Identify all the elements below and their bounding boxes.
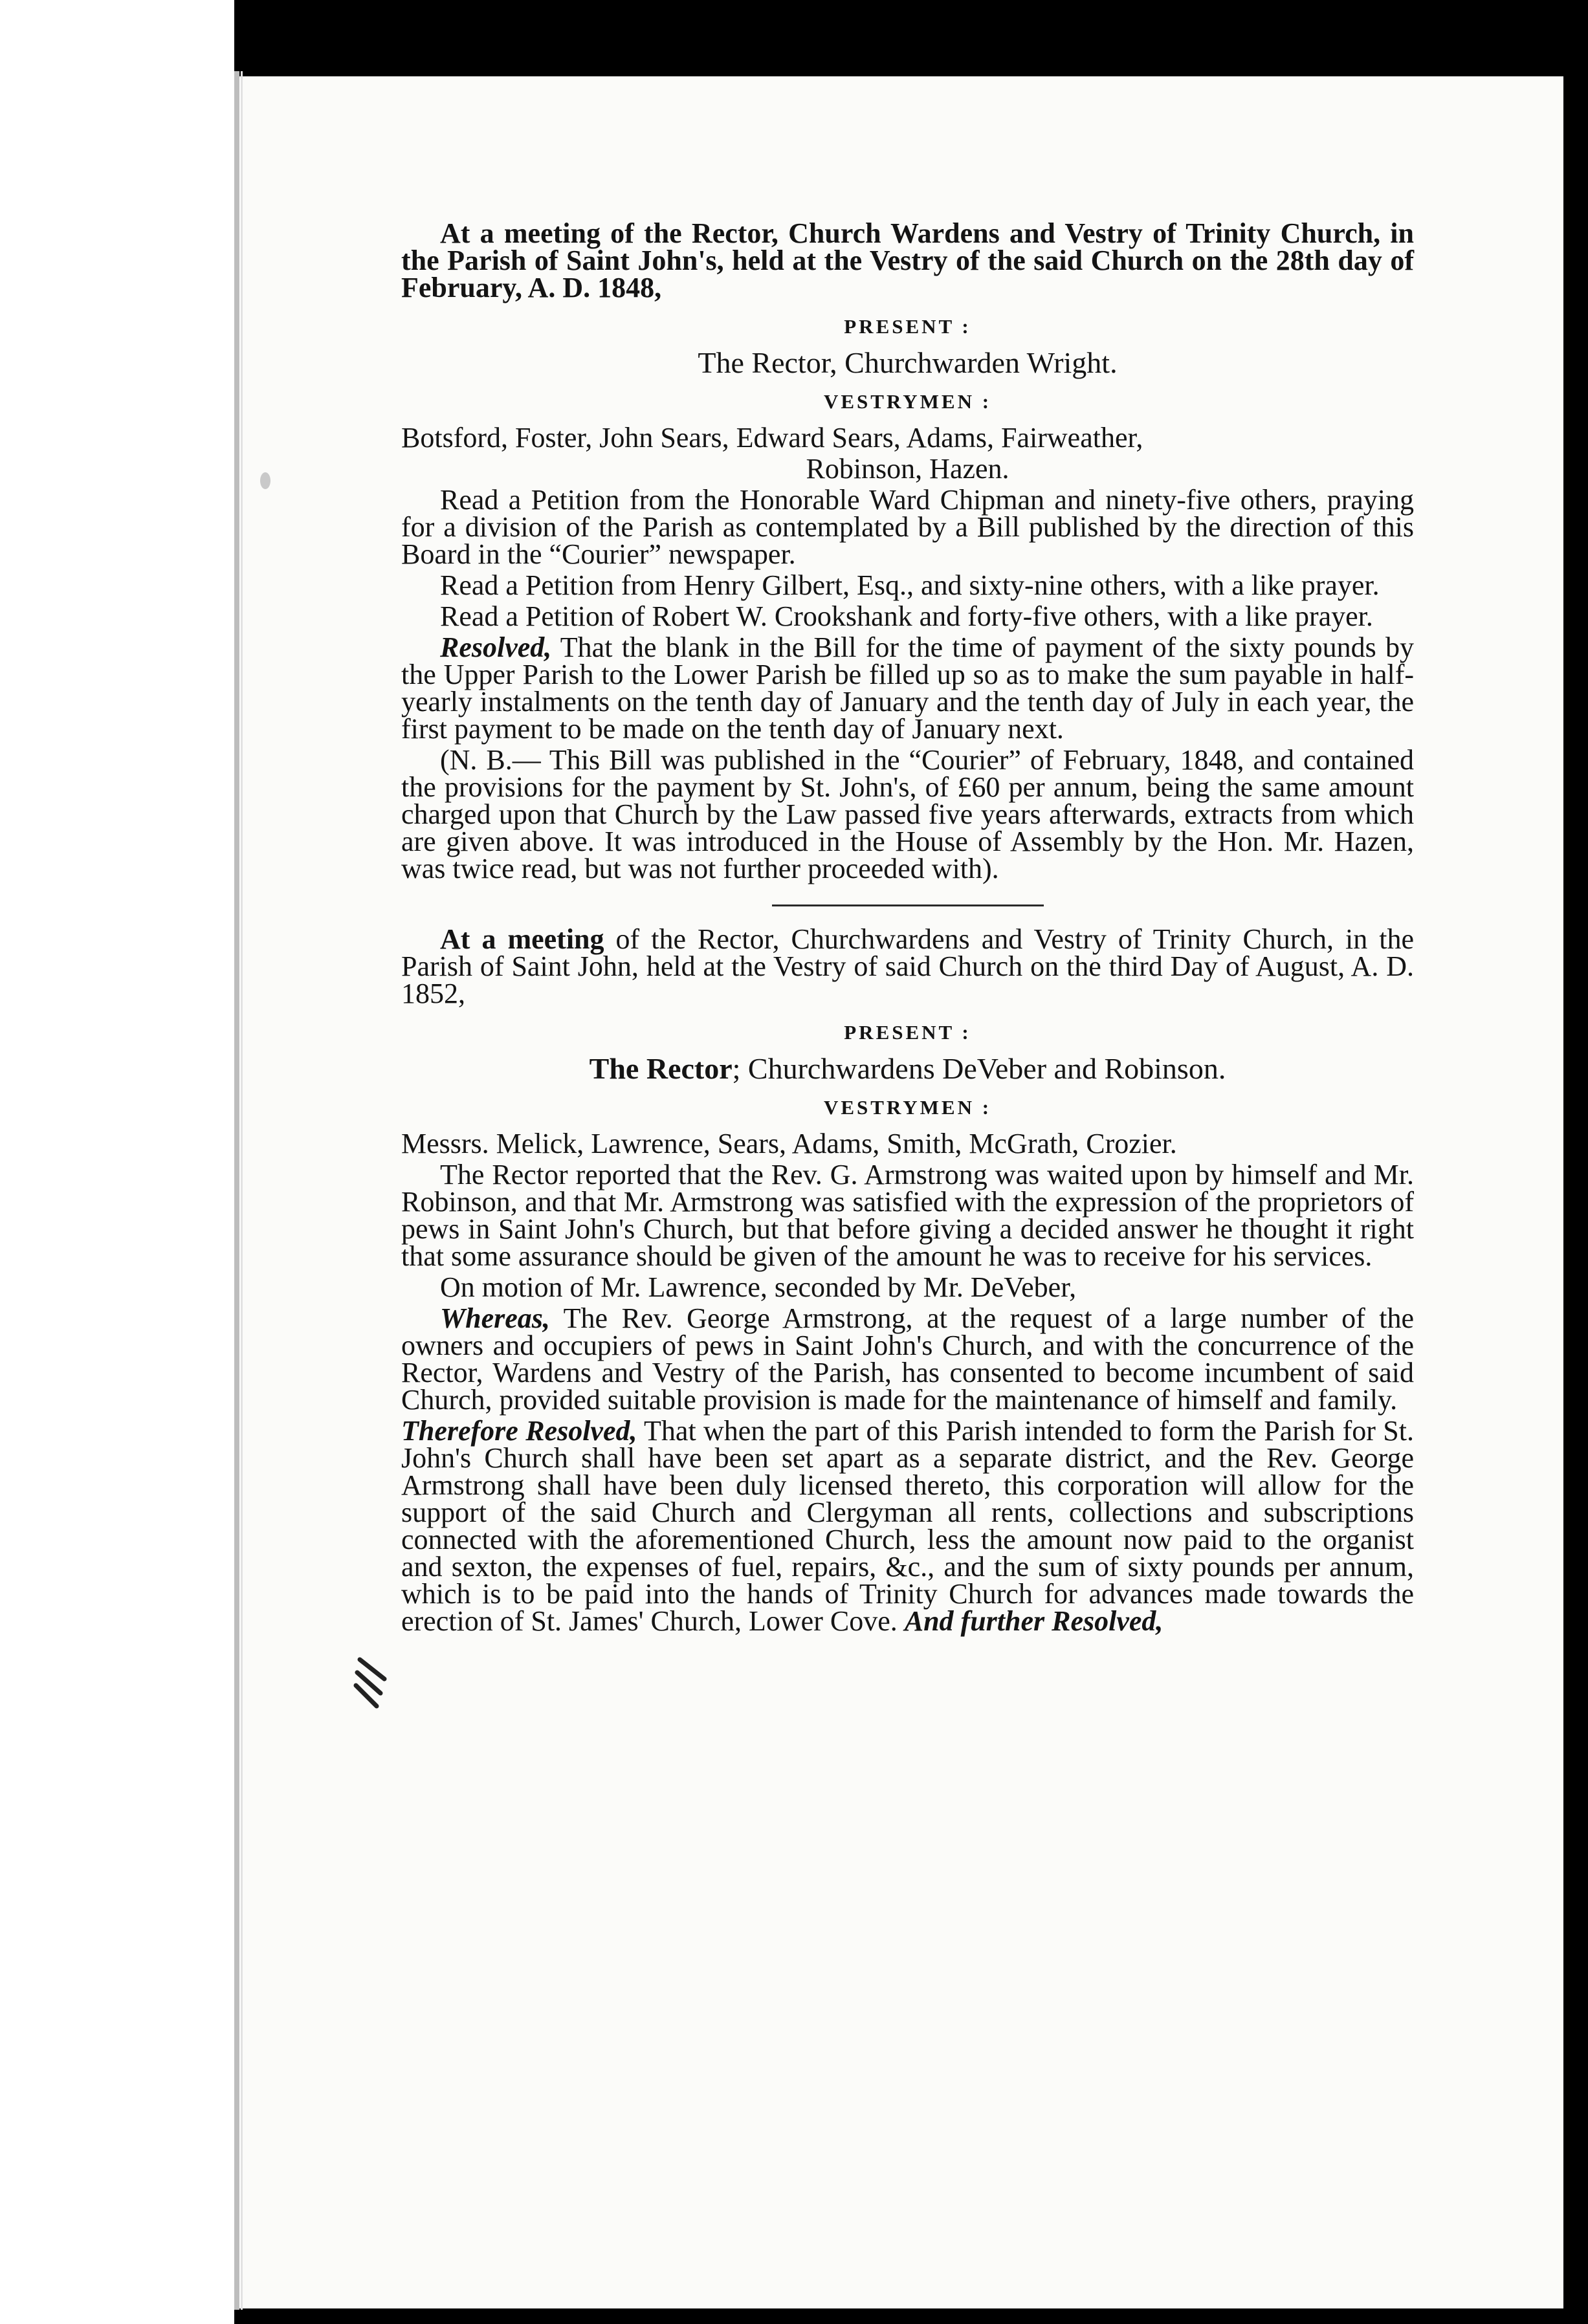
therefore-resolution [401,1415,1414,1637]
present-members-1852 [401,1052,1414,1085]
present-label-1852: PRESENT : [844,1021,971,1044]
meeting-1848-heading: At a meeting of the Rector, Church Wardens and Vestry of Trinity Church, in the Parish of Saint John's, held at the Vestry of the said Church on the 28th day of February, A. D. 1848, [401,217,1414,303]
section-divider [772,904,1044,906]
present-members-1848: The Rector, Churchwarden Wright. [698,346,1118,379]
further-resolved-label: And further Resolved, [904,1605,1163,1637]
meeting-1852-heading [401,923,1414,1009]
present-rector-1852: The Rector [589,1052,733,1085]
whereas-text: The Rev. George Armstrong, at the request of a large number of the owners and occupiers of pews in Saint John's Church, and with the concurrence of the Rector, Wardens and Vestry of the Parish, has consented to become incumbent of said Church, provided suitable provision is made for the maintenance of himself and family. [401,1302,1414,1416]
editorial-note: (N. B.— This Bill was published in the “Courier” of February, 1848, and contained the provisions for the payment by St. John's, of £60 per annum, being the same amount charged upon that Church by the Law passed five years afterwards, extracts from which are given above. It was introduced in the House of Assembly by the Hon. Mr. Hazen, was twice read, but was not further proceeded with). [401,744,1414,884]
therefore-resolution-text: That when the part of this Parish intended to form the Parish for St. John's Church shall have been set apart as a separate district, and the Rev. George Armstrong shall have been duly licensed thereto, this corporation will allow for the support of the said Church and Clergyman all rents, collections and subscriptions connected with the aforementioned Church, less the amount now paid to the organist and sexton, the expenses of fuel, repairs, &c., and the sum of sixty pounds per annum, which is to be paid into the hands of Trinity Church for advances made towards the erection of St. James' Church, Lower Cove. [401,1415,1414,1637]
paper-speck [260,472,270,489]
resolved-label: Resolved, [440,631,552,663]
page-gutter-shadow [241,71,243,2310]
vestrymen-label-1852: VESTRYMEN : [823,1096,992,1119]
present-wardens-1852: ; Churchwardens DeVeber and Robinson. [732,1052,1226,1085]
petition-gilbert: Read a Petition from Henry Gilbert, Esq., and sixty-nine others, with a like prayer. [440,569,1380,601]
vestrymen-list-1848: Botsford, Foster, John Sears, Edward Sears, Adams, Fairweather, [401,422,1143,454]
rector-report: The Rector reported that the Rev. G. Armstrong was waited upon by himself and Mr. Robinson, and that Mr. Armstrong was satisfied with the expression of the proprietors of pews in Saint John's Church, but that before giving a decided answer he thought it right that some assurance should be given of the amount he was to receive for his services. [401,1159,1414,1272]
document-body [401,217,1414,1639]
whereas-label: Whereas, [440,1302,550,1334]
vestrymen-list-1848-cont: Robinson, Hazen. [806,453,1009,485]
vestrymen-label-1848: VESTRYMEN : [823,390,992,413]
scan-border-right [1563,0,1588,2324]
margin-pencil-mark-icon [347,1653,405,1711]
therefore-resolved-label: Therefore Resolved, [401,1415,637,1447]
meeting-1852-heading-lead: At a meeting [440,923,604,955]
petition-crookshank: Read a Petition of Robert W. Crookshank and forty-five others, with a like prayer. [440,600,1373,632]
meeting-1852-heading-rest: of the Rector, Churchwardens and Vestry of Trinity Church, in the Parish of Saint John, held at the Vestry of said Church on the third Day of August, A. D. 1852, [401,923,1414,1009]
resolution-payment-text: That the blank in the Bill for the time of payment of the sixty pounds by the Upper Parish to the Lower Parish be filled up so as to make the sum payable in half-yearly instalments on the tenth day of January and the tenth day of July in each year, the first payment to be made on the tenth day of January next. [401,631,1414,745]
petition-chipman: Read a Petition from the Honorable Ward Chipman and ninety-five others, praying for a division of the Parish as contemplated by a Bill published by the direction of this Board in the “Courier” newspaper. [401,484,1414,570]
left-blank-margin [0,0,234,2324]
present-label-1848: PRESENT : [844,315,971,338]
scan-border-top [234,0,1588,76]
scan-border-bottom [234,2308,1588,2324]
resolution-payment [401,631,1414,745]
page-gutter [234,71,239,2310]
motion-line: On motion of Mr. Lawrence, seconded by Mr. DeVeber, [440,1271,1077,1303]
whereas-clause [401,1302,1414,1416]
vestrymen-list-1852: Messrs. Melick, Lawrence, Sears, Adams, Smith, McGrath, Crozier. [401,1128,1177,1159]
